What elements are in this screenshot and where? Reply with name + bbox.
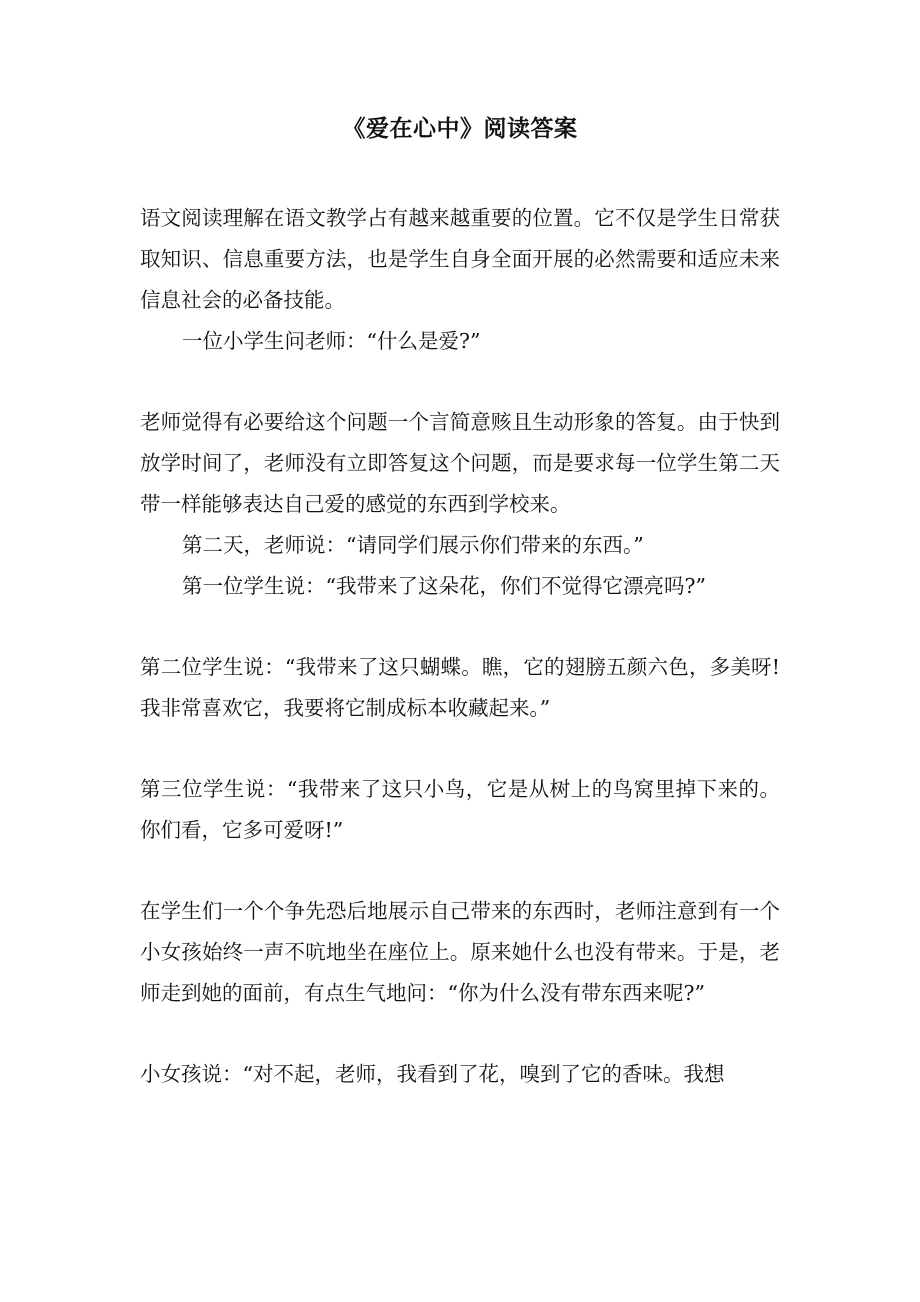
paragraph-second-student: 第二位学生说：“我带来了这只蝴蝶。瞧，它的翅膀五颜六色，多美呀!我非常喜欢它，我要将它制成标本收藏起来。” [140,655,780,720]
paragraph-intro: 语文阅读理解在语文教学占有越来越重要的位置。它不仅是学生日常获取知识、信息重要方法，也是学生自身全面开展的必然需要和适应未来信息社会的必备技能。 [140,206,780,312]
document-title: 《爱在心中》阅读答案 [342,115,578,142]
paragraph-question: 一位小学生问老师：“什么是爱?” [182,329,481,353]
paragraph-third-student: 第三位学生说：“我带来了这只小鸟，它是从树上的鸟窝里掉下来的。你们看，它多可爱呀!” [140,777,780,842]
paragraph-girl-silent: 在学生们一个个争先恐后地展示自己带来的东西时，老师注意到有一个小女孩始终一声不吭地坐在座位上。原来她什么也没有带来。于是，老师走到她的面前，有点生气地问：“你为什么没有带东西来呢?” [140,899,780,1005]
paragraph-next-day: 第二天，老师说：“请同学们展示你们带来的东西。” [182,533,644,557]
document-body [140,198,780,1095]
paragraph-girl-answer: 小女孩说：“对不起，老师，我看到了花，嗅到了它的香味。我想 [140,1062,725,1086]
paragraph-first-student: 第一位学生说：“我带来了这朵花，你们不觉得它漂亮吗?” [182,574,706,598]
paragraph-teacher-thinks: 老师觉得有必要给这个问题一个言简意赅且生动形象的答复。由于快到放学时间了，老师没有立即答复这个问题，而是要求每一位学生第二天带一样能够表达自己爱的感觉的东西到学校来。 [140,410,780,516]
